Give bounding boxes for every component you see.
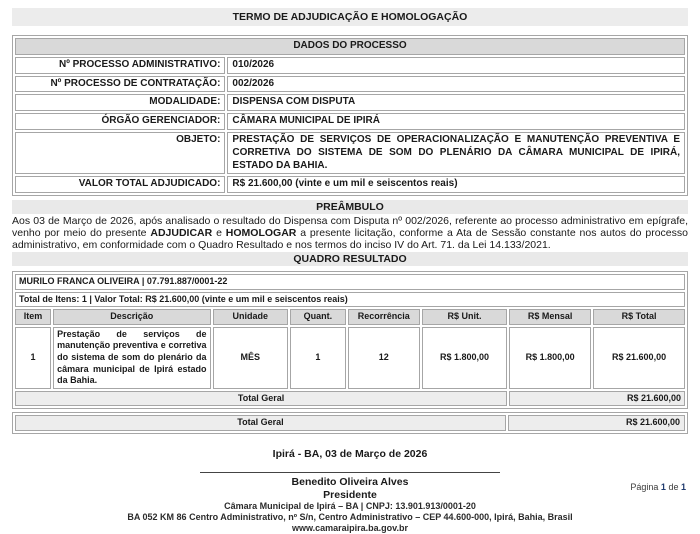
- col-header-recorrencia: Recorrência: [348, 309, 420, 325]
- item-cell-number: 1: [15, 327, 51, 389]
- process-label-objeto: OBJETO:: [15, 132, 225, 174]
- item-cell-total: R$ 21.600,00: [593, 327, 685, 389]
- footer-address-line: BA 052 KM 86 Centro Administrativo, nº S/n, Centro Administrativo – CEP 44.600-000, Ipirá, Bahia, Brasil: [127, 511, 573, 522]
- item-cell-mensal: R$ 1.800,00: [509, 327, 591, 389]
- signatory-name: Benedito Oliveira Alves: [291, 475, 409, 488]
- adjudicar-bold-word: ADJUDICAR: [150, 226, 213, 239]
- result-heading: QUADRO RESULTADO: [12, 252, 688, 266]
- total-geral-label: Total Geral: [15, 391, 507, 407]
- signature-line: [200, 472, 500, 473]
- page-number-separator: de: [668, 482, 679, 492]
- process-value-valor: R$ 21.600,00 (vinte e um mil e seiscentos reais): [227, 176, 685, 193]
- col-header-descricao: Descrição: [53, 309, 210, 325]
- supplier-summary: Total de Itens: 1 | Valor Total: R$ 21.600,00 (vinte e um mil e seiscentos reais): [15, 292, 685, 308]
- process-value-contratacao: 002/2026: [227, 76, 685, 93]
- table-row: [15, 113, 685, 130]
- process-value-admin: 010/2026: [227, 57, 685, 74]
- preamble-text: Aos 03 de Março de 2026, após analisado o resultado do Dispensa com Disputa nº 002/2026, referente ao processo administrativo em epígrafe, venho por meio do presente: [12, 215, 688, 239]
- preamble-paragraph: [12, 216, 688, 251]
- supplier-row: [15, 274, 685, 290]
- supplier-summary-row: [15, 292, 685, 308]
- signatory-role: Presidente: [323, 488, 377, 501]
- preamble-text: e: [212, 226, 226, 239]
- page-footer: [12, 501, 688, 534]
- page-number-current: 1: [660, 482, 666, 492]
- item-cell-unit: R$ 1.800,00: [422, 327, 507, 389]
- page-number: [630, 482, 686, 492]
- footer-org-line: Câmara Municipal de Ipirá – BA | CNPJ: 13.901.913/0001-20: [224, 500, 476, 511]
- result-total-row: [15, 391, 685, 407]
- grand-total-row: [15, 415, 685, 431]
- place-date: Ipirá - BA, 03 de Março de 2026: [272, 447, 428, 460]
- footer-website-link[interactable]: www.camaraipira.ba.gov.br: [291, 523, 409, 534]
- process-value-modalidade: DISPENSA COM DISPUTA: [227, 94, 685, 111]
- page-title: TERMO DE ADJUDICAÇÃO E HOMOLOGAÇÃO: [12, 8, 688, 26]
- grand-total-table: [12, 412, 688, 434]
- table-row: [15, 94, 685, 111]
- col-header-mensal: R$ Mensal: [509, 309, 591, 325]
- table-row: [15, 57, 685, 74]
- item-cell-unidade: MÊS: [213, 327, 288, 389]
- result-table: [12, 271, 688, 409]
- table-row: [15, 76, 685, 93]
- col-header-item: Item: [15, 309, 51, 325]
- item-cell-descricao: Prestação de serviços de manutenção preventiva e corretiva do sistema de som do plenário da câmara municipal de Ipirá estado da Bahia.: [53, 327, 210, 389]
- total-geral-value: R$ 21.600,00: [509, 391, 685, 407]
- homologar-bold-word: HOMOLOGAR: [225, 226, 297, 239]
- supplier-name: MURILO FRANCA OLIVEIRA | 07.791.887/0001-22: [15, 274, 685, 290]
- process-label-contratacao: Nº PROCESSO DE CONTRATAÇÃO:: [15, 76, 225, 93]
- process-label-modalidade: MODALIDADE:: [15, 94, 225, 111]
- col-header-total: R$ Total: [593, 309, 685, 325]
- page-number-total: 1: [680, 482, 686, 492]
- col-header-quant: Quant.: [290, 309, 346, 325]
- page-number-prefix: Página: [630, 482, 659, 492]
- process-label-orgao: ÓRGÃO GERENCIADOR:: [15, 113, 225, 130]
- grand-total-label: Total Geral: [15, 415, 506, 431]
- preamble-text: a presente licitação, conforme a Ata de Sessão constante nos autos do processo administrativo, em conformidade com o Quadro Resultado e nos termos do inciso IV do Art. 71. da Lei 14.133/2021.: [12, 226, 688, 251]
- process-value-objeto: PRESTAÇÃO DE SERVIÇOS DE OPERACIONALIZAÇÃO E MANUTENÇÃO PREVENTIVA E CORRETIVA DO SISTEMA DE SOM DO PLENÁRIO DA CÂMARA MUNICIPAL DE IPIRÁ, ESTADO DA BAHIA.: [227, 132, 685, 174]
- process-label-admin: Nº PROCESSO ADMINISTRATIVO:: [15, 57, 225, 74]
- process-heading: DADOS DO PROCESSO: [15, 38, 685, 55]
- preamble-heading: PREÂMBULO: [12, 200, 688, 214]
- item-cell-recorrencia: 12: [348, 327, 420, 389]
- grand-total-value: R$ 21.600,00: [508, 415, 685, 431]
- process-data-table: [12, 35, 688, 196]
- table-row: [15, 132, 685, 174]
- process-heading-row: [15, 38, 685, 55]
- process-value-orgao: CÂMARA MUNICIPAL DE IPIRÁ: [227, 113, 685, 130]
- table-row: [15, 176, 685, 193]
- process-label-valor: VALOR TOTAL ADJUDICADO:: [15, 176, 225, 193]
- col-header-unit: R$ Unit.: [422, 309, 507, 325]
- result-item-row: [15, 327, 685, 389]
- result-header-row: [15, 309, 685, 325]
- col-header-unidade: Unidade: [213, 309, 288, 325]
- item-cell-quant: 1: [290, 327, 346, 389]
